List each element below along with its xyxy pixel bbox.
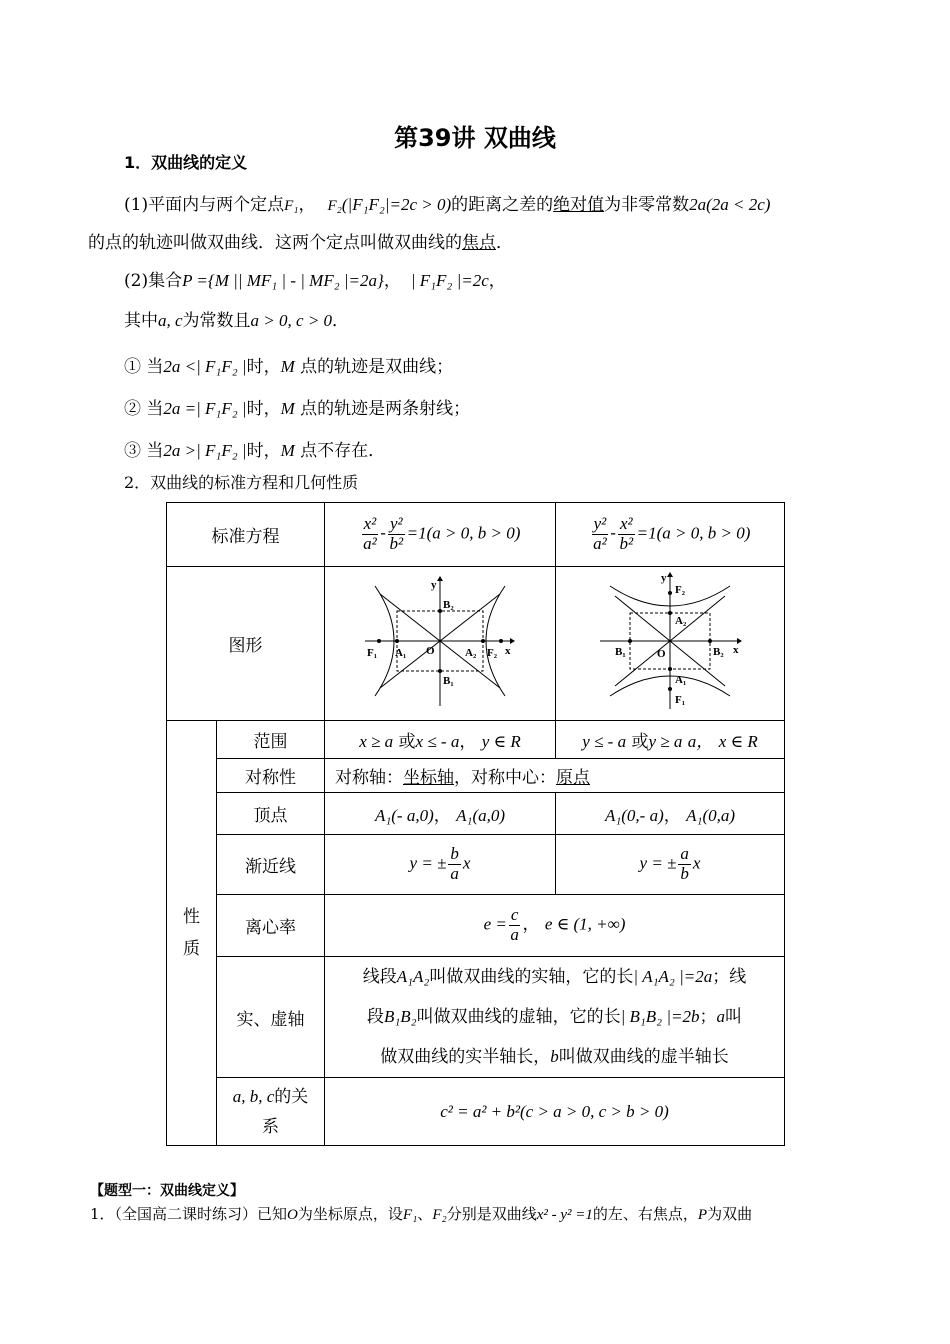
svg-text:F₁: F₁ [367,647,378,659]
section2-heading: 2．双曲线的标准方程和几何性质 [124,473,359,492]
case-2: ② 当2a =| F₁F₂ |时，M 点的轨迹是两条射线； [124,399,471,419]
svg-text:A₂: A₂ [465,647,477,659]
relation-value: c² = a² + b²(c > a > 0, c > b > 0) [325,1078,785,1146]
hyperbola-graph-vertical [595,571,745,711]
svg-text:B₂: B₂ [713,646,724,658]
svg-text:O: O [426,645,435,657]
svg-text:F₁: F₁ [675,694,686,706]
axis-label: 实、虚轴 [217,957,325,1078]
page-title: 第39讲 双曲线 [394,124,556,152]
y-arrow-icon [437,576,443,581]
props-label: 性 质 [167,721,217,1146]
symmetry-value: 对称轴：坐标轴，对称中心：原点 [325,759,785,793]
relation-label: a, b, c的关 系 [217,1078,325,1146]
svg-text:F₂: F₂ [675,584,686,596]
asymptote-label: 渐近线 [217,835,325,895]
eccentricity-value: e = $\frac{c}{a}$ ， e ∈ (1, +∞) [325,895,785,957]
svg-text:y: y [431,579,437,591]
table-row [167,895,785,957]
eccentricity-label: 离心率 [217,895,325,957]
graph-2-cell [556,567,785,721]
table-row [167,793,785,835]
std-equation-label: 标准方程 [167,503,325,567]
hyperbola-graph-horizontal [365,576,515,706]
table-row [167,1078,785,1146]
svg-text:x: x [505,645,511,657]
asymptote-2: y = ± $\frac{a}{b}$ x [556,835,785,895]
table-row [167,759,785,793]
table-row [167,567,785,721]
y-arrow-icon [667,572,673,577]
std-equation-1: $\frac{\text{x²}}{\text{a²}}$ - $\frac{\text{y²}}{\text{b²}}$ =1(a > 0, b > 0) [325,503,556,567]
set-definition: (2)集合P ={M || MF₁ | - | MF₂ |=2a}， | F₁F₂ |=2c， [124,271,506,291]
graph-1-cell [325,567,556,721]
table-row [167,957,785,1078]
vertex-1: A₁(- a,0)， A₁(a,0) [325,793,556,835]
svg-text:B₁: B₁ [615,646,626,658]
svg-text:B₁: B₁ [443,675,454,687]
svg-text:B₂: B₂ [443,599,454,611]
underline-absolute-value: 绝对值 [553,195,605,215]
symmetry-label: 对称性 [217,759,325,793]
case-1: ① 当2a <| F₁F₂ |时，M 点的轨迹是双曲线； [124,357,454,377]
constants-line: 其中a, c为常数且a > 0, c > 0． [124,311,350,331]
svg-text:F₂: F₂ [487,647,498,659]
svg-text:A₁: A₁ [675,674,687,686]
vertex-label: 顶点 [217,793,325,835]
x-arrow-icon [510,638,515,644]
table-row [167,503,785,567]
svg-text:A₁: A₁ [395,647,407,659]
underline-foci: 焦点 [462,233,496,253]
definition-line2: 的点的轨迹叫做双曲线．这两个定点叫做双曲线的焦点． [88,233,513,253]
svg-text:O: O [657,648,666,660]
range-2: y ≤ - a 或y ≥ a a， x ∈ R [556,721,785,759]
range-1: x ≥ a 或x ≤ - a， y ∈ R [325,721,556,759]
hyperbola-properties-table [166,502,785,1146]
case-3: ③ 当2a >| F₁F₂ |时，M 点不存在． [124,441,386,461]
axis-description: 线段A₁A₂叫做双曲线的实轴，它的长| A₁A₂ |=2a；线 段B₁B₂叫做双曲线的虚轴，它的长| B₁B₂ |=2b；a叫 做双曲线的实半轴长，b叫做双曲线的虚半轴长 [325,957,785,1078]
question-1: 1．（全国高二课时练习）已知O为坐标原点，设F₁、F₂分别是双曲线x² - y² =1的左、右焦点，P为双曲 [90,1205,753,1223]
topic-heading: 【题型一：双曲线定义】 [90,1183,244,1199]
section1-heading: 1．双曲线的定义 [124,153,248,172]
svg-text:y: y [661,572,667,584]
svg-text:A₂: A₂ [675,615,687,627]
asymptote-1: y = ± $\frac{b}{a}$ x [325,835,556,895]
table-row [167,835,785,895]
svg-text:x: x [733,644,739,656]
range-label: 范围 [217,721,325,759]
definition-line1: (1)平面内与两个定点F₁， F₂(|F₁F₂|=2c > 0)的距离之差的绝对值为非零常数2a(2a < 2c) [124,195,771,215]
vertex-2: A₁(0,- a)， A₁(0,a) [556,793,785,835]
graph-label: 图形 [167,567,325,721]
table-row [167,721,785,759]
std-equation-2: $\frac{\text{y²}}{\text{a²}}$ - $\frac{\text{x²}}{\text{b²}}$ =1(a > 0, b > 0) [556,503,785,567]
